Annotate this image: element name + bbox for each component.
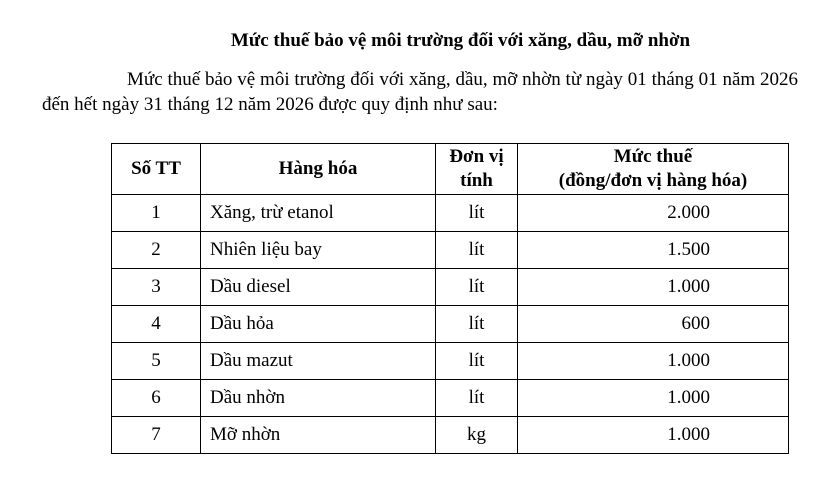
col-header-rate-line1: Mức thuế [613,146,693,167]
col-header-no: Số TT [112,144,201,195]
table-row [112,343,789,380]
cell-rate: 1.000 [518,269,789,306]
cell-unit: lít [436,306,518,343]
cell-no: 4 [112,306,201,343]
cell-goods: Dầu diesel [201,269,436,306]
cell-no: 5 [112,343,201,380]
table-row [112,417,789,454]
document-page [0,28,833,498]
cell-goods: Dầu nhờn [201,380,436,417]
cell-no: 7 [112,417,201,454]
cell-no: 2 [112,232,201,269]
page-title: Mức thuế bảo vệ môi trường đối với xăng, dầu, mỡ nhờn [230,30,691,51]
col-header-rate [518,144,789,195]
cell-unit: lít [436,232,518,269]
cell-rate: 600 [518,306,789,343]
cell-goods: Mỡ nhờn [201,417,436,454]
cell-rate: 1.000 [518,417,789,454]
cell-no: 1 [112,195,201,232]
cell-unit: lít [436,380,518,417]
cell-rate: 1.000 [518,343,789,380]
col-header-goods: Hàng hóa [201,144,436,195]
cell-no: 3 [112,269,201,306]
cell-rate: 1.500 [518,232,789,269]
cell-goods: Dầu mazut [201,343,436,380]
table-row [112,269,789,306]
table-row [112,306,789,343]
intro-paragraph: Mức thuế bảo vệ môi trường đối với xăng, dầu, mỡ nhờn từ ngày 01 tháng 01 năm 2026 đến hết ngày 31 tháng 12 năm 2026 được quy định như sau: [42,69,798,115]
tax-rate-table [111,143,789,454]
cell-unit: kg [436,417,518,454]
table-header-row [112,144,789,195]
cell-no: 6 [112,380,201,417]
cell-goods: Dầu hỏa [201,306,436,343]
cell-rate: 2.000 [518,195,789,232]
cell-goods: Xăng, trừ etanol [201,195,436,232]
cell-unit: lít [436,195,518,232]
table-row [112,195,789,232]
cell-unit: lít [436,343,518,380]
table-row [112,380,789,417]
table-row [112,232,789,269]
col-header-rate-line2: (đồng/đơn vị hàng hóa) [558,170,748,191]
cell-rate: 1.000 [518,380,789,417]
cell-unit: lít [436,269,518,306]
cell-goods: Nhiên liệu bay [201,232,436,269]
col-header-unit: Đơn vị tính [436,144,518,195]
